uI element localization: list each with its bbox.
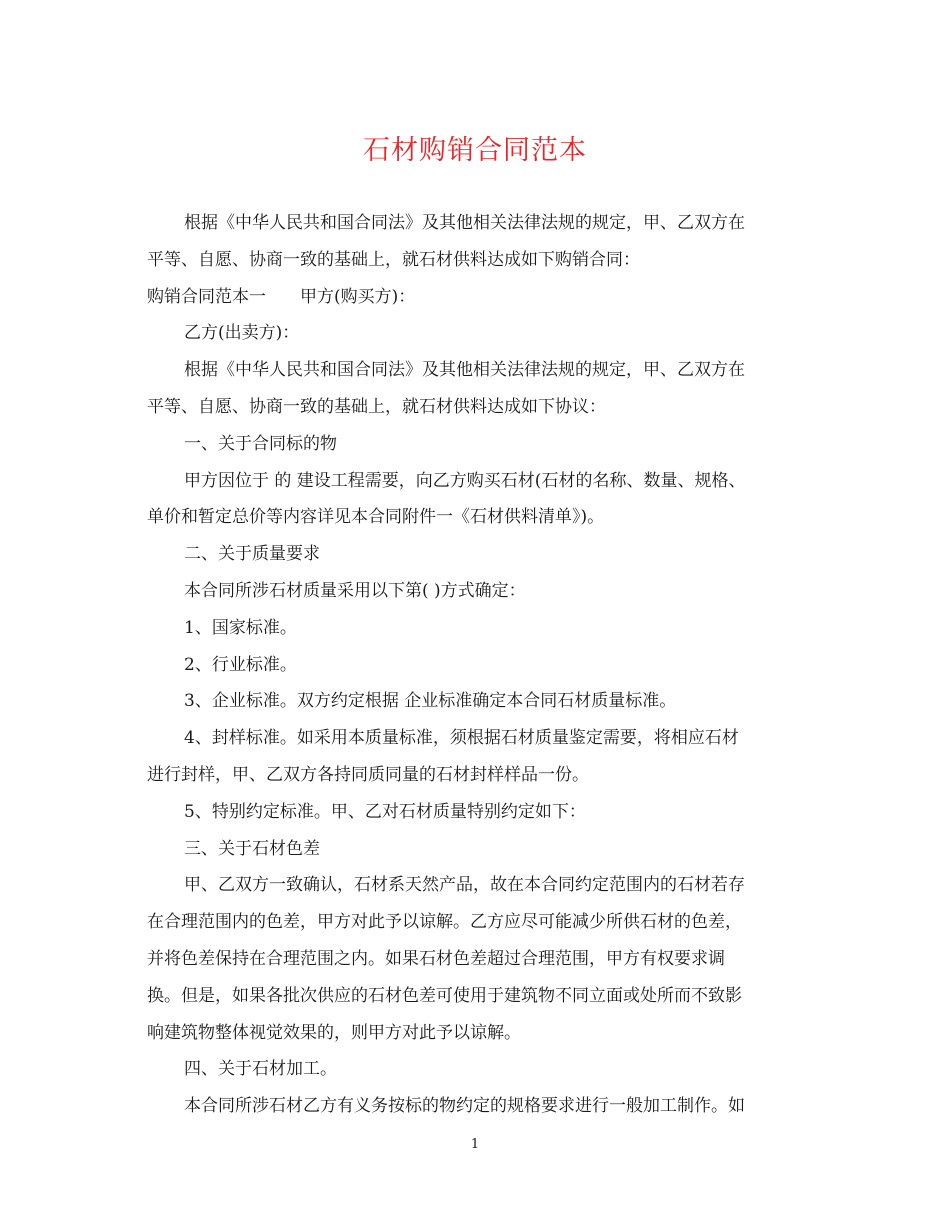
paragraph-line: 乙方(出卖方)：	[184, 323, 300, 344]
paragraph-line: 购销合同范本一 甲方(购买方)：	[147, 286, 416, 307]
section-heading: 二、关于质量要求	[184, 544, 320, 565]
paragraph-line: 根据《中华人民共和国合同法》及其他相关法律法规的规定，甲、乙双方在	[184, 360, 745, 381]
paragraph-line: 本合同所涉石材质量采用以下第( )方式确定：	[184, 580, 526, 601]
paragraph-line: 并将色差保持在合理范围之内。如果石材色差超过合理范围，甲方有权要求调	[147, 948, 725, 969]
paragraph-line: 在合理范围内的色差，甲方对此予以谅解。乙方应尽可能减少所供石材的色差，	[147, 912, 742, 933]
paragraph-line: 换。但是，如果各批次供应的石材色差可使用于建筑物不同立面或处所而不致影	[147, 985, 742, 1006]
document-title: 石材购销合同范本	[363, 135, 587, 166]
paragraph-line: 根据《中华人民共和国合同法》及其他相关法律法规的规定，甲、乙双方在	[184, 213, 745, 233]
list-item: 5、特别约定标准。甲、乙对石材质量特别约定如下：	[184, 801, 586, 822]
document-body	[147, 205, 807, 1125]
list-item: 3、企业标准。双方约定根据 企业标准确定本合同石材质量标准。	[184, 691, 677, 712]
section-heading: 一、关于合同标的物	[184, 433, 337, 454]
list-item: 2、行业标准。	[184, 654, 297, 675]
paragraph-line: 进行封样，甲、乙双方各持同质同量的石材封样样品一份。	[147, 764, 589, 785]
list-item: 1、国家标准。	[184, 617, 297, 638]
section-heading: 三、关于石材色差	[184, 838, 320, 859]
paragraph-line: 平等、自愿、协商一致的基础上，就石材供料达成如下购销合同：	[147, 249, 640, 270]
paragraph-line: 单价和暂定总价等内容详见本合同附件一《石材供料清单》)。	[147, 507, 605, 528]
list-item: 4、封样标准。如采用本质量标准，须根据石材质量鉴定需要，将相应石材	[184, 728, 739, 749]
paragraph-line: 本合同所涉石材乙方有义务按标的物约定的规格要求进行一般加工制作。如	[184, 1096, 745, 1117]
paragraph-line: 响建筑物整体视觉效果的，则甲方对此予以谅解。	[147, 1022, 521, 1043]
paragraph-line: 平等、自愿、协商一致的基础上，就石材供料达成如下协议：	[147, 396, 606, 417]
page-number: 1	[470, 1137, 480, 1152]
paragraph-line: 甲方因位于 的 建设工程需要，向乙方购买石材(石材的名称、数量、规格、	[184, 470, 746, 491]
paragraph-line: 甲、乙双方一致确认，石材系天然产品，故在本合同约定范围内的石材若存	[184, 875, 745, 896]
section-heading: 四、关于石材加工。	[184, 1059, 337, 1080]
